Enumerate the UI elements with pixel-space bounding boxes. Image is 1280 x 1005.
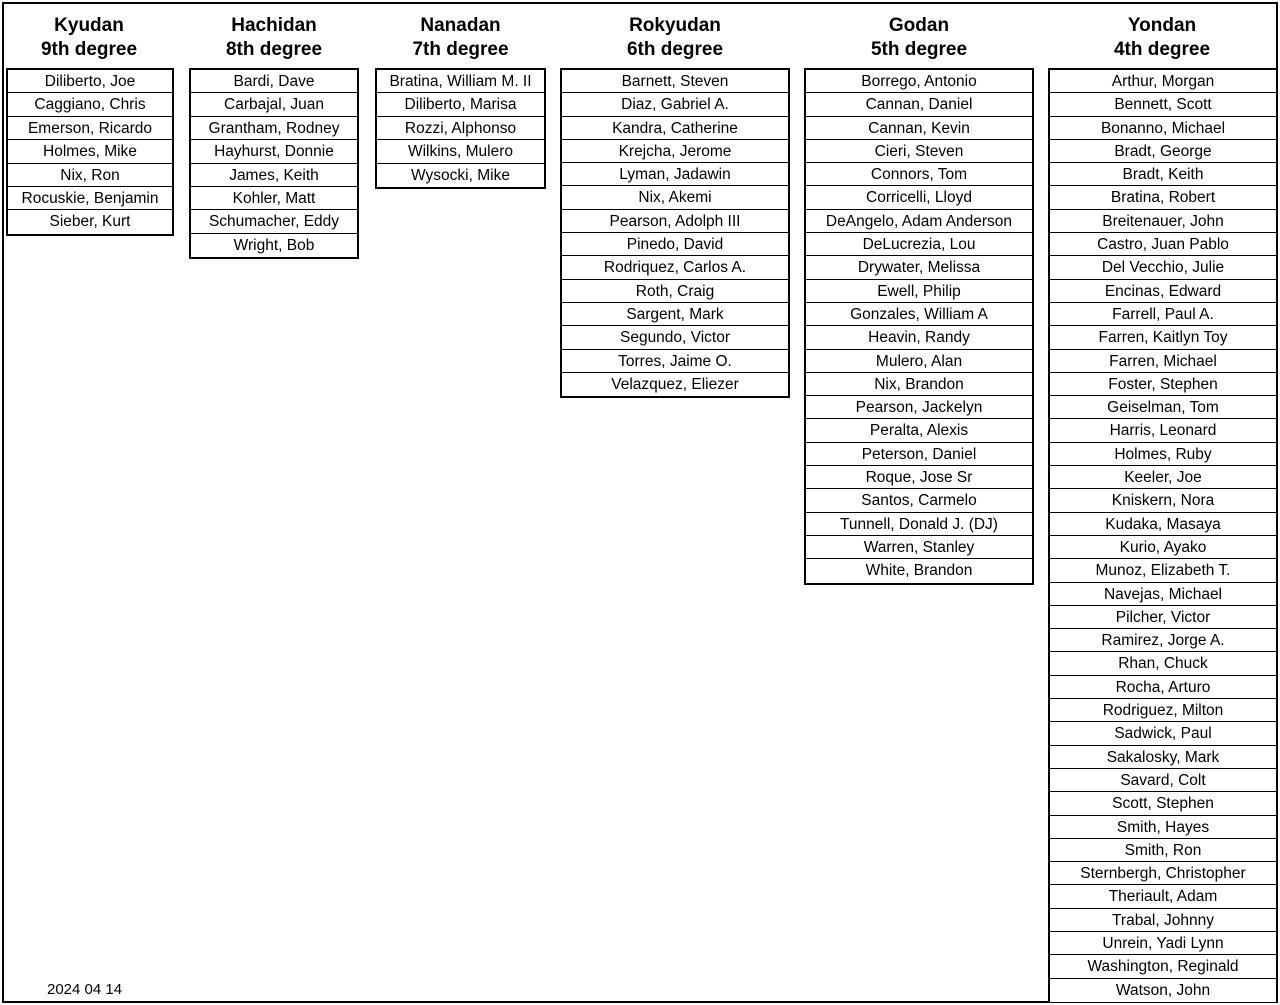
name-row: Wright, Bob bbox=[233, 236, 315, 254]
name-table bbox=[6, 68, 174, 236]
name-row: Heavin, Randy bbox=[806, 326, 1032, 349]
name-row: Cannan, Daniel bbox=[806, 93, 1032, 116]
column-header bbox=[560, 14, 790, 62]
rank-degree: 6th degree bbox=[626, 39, 724, 60]
name-row: Gonzales, William A bbox=[806, 303, 1032, 326]
name-row: Caggiano, Chris bbox=[8, 93, 172, 116]
name-row: Diliberto, Marisa bbox=[377, 93, 544, 116]
name-row: Wysocki, Mike bbox=[411, 166, 510, 184]
name-row: Tunnell, Donald J. (DJ) bbox=[806, 513, 1032, 536]
name-row: Borrego, Antonio bbox=[806, 70, 1032, 93]
column-header bbox=[6, 14, 172, 62]
name-row: Encinas, Edward bbox=[1050, 280, 1276, 303]
name-row: Connors, Tom bbox=[806, 163, 1032, 186]
name-row: Trabal, Johnny bbox=[1050, 909, 1276, 932]
name-row: Kandra, Catherine bbox=[562, 117, 788, 140]
name-row: Kohler, Matt bbox=[191, 187, 357, 210]
name-row: Holmes, Ruby bbox=[1050, 443, 1276, 466]
column-header bbox=[1048, 14, 1276, 62]
name-row: DeLucrezia, Lou bbox=[806, 233, 1032, 256]
name-row: Pearson, Jackelyn bbox=[806, 396, 1032, 419]
date-stamp: 2024 04 14 bbox=[47, 981, 123, 998]
name-row: Wilkins, Mulero bbox=[377, 140, 544, 163]
name-row: Carbajal, Juan bbox=[191, 93, 357, 116]
name-row: Unrein, Yadi Lynn bbox=[1050, 932, 1276, 955]
name-row: Watson, John bbox=[1115, 981, 1211, 999]
name-row: Roque, Jose Sr bbox=[806, 466, 1032, 489]
name-row: Navejas, Michael bbox=[1050, 583, 1276, 606]
name-row: Farrell, Paul A. bbox=[1050, 303, 1276, 326]
name-row: Ramirez, Jorge A. bbox=[1050, 629, 1276, 652]
name-row: DeAngelo, Adam Anderson bbox=[806, 210, 1032, 233]
name-row: Drywater, Melissa bbox=[806, 256, 1032, 279]
name-row: Sieber, Kurt bbox=[49, 213, 131, 231]
rank-degree: 8th degree bbox=[225, 39, 323, 60]
rank-degree: 9th degree bbox=[40, 39, 138, 60]
name-row: Rhan, Chuck bbox=[1050, 652, 1276, 675]
name-row: Cannan, Kevin bbox=[806, 117, 1032, 140]
name-row: Grantham, Rodney bbox=[191, 117, 357, 140]
column-header bbox=[804, 14, 1034, 62]
name-row: Rocha, Arturo bbox=[1050, 676, 1276, 699]
name-row: Bennett, Scott bbox=[1050, 93, 1276, 116]
name-row: Harris, Leonard bbox=[1050, 419, 1276, 442]
name-row: Pilcher, Victor bbox=[1050, 606, 1276, 629]
name-table bbox=[804, 68, 1034, 585]
name-row: Washington, Reginald bbox=[1050, 955, 1276, 978]
name-row: Emerson, Ricardo bbox=[8, 117, 172, 140]
name-row: Smith, Ron bbox=[1050, 839, 1276, 862]
rank-title: Rokyudan bbox=[629, 15, 721, 36]
name-row: Sadwick, Paul bbox=[1050, 722, 1276, 745]
name-table bbox=[375, 68, 546, 189]
name-row: Diaz, Gabriel A. bbox=[562, 93, 788, 116]
name-row: Hayhurst, Donnie bbox=[191, 140, 357, 163]
name-row: Castro, Juan Pablo bbox=[1050, 233, 1276, 256]
name-row: Scott, Stephen bbox=[1050, 792, 1276, 815]
name-table bbox=[560, 68, 790, 398]
name-row: Theriault, Adam bbox=[1050, 885, 1276, 908]
name-row: Torres, Jaime O. bbox=[562, 350, 788, 373]
name-row: Del Vecchio, Julie bbox=[1050, 256, 1276, 279]
name-row: Schumacher, Eddy bbox=[191, 210, 357, 233]
name-row: Sternbergh, Christopher bbox=[1050, 862, 1276, 885]
name-row: Corricelli, Lloyd bbox=[806, 186, 1032, 209]
document-frame bbox=[2, 2, 1278, 1003]
name-row: Bratina, Robert bbox=[1050, 186, 1276, 209]
rank-degree: 7th degree bbox=[412, 39, 509, 60]
name-table bbox=[1048, 68, 1278, 1002]
column-header bbox=[375, 14, 546, 62]
name-row: Pinedo, David bbox=[562, 233, 788, 256]
name-row: Lyman, Jadawin bbox=[562, 163, 788, 186]
name-row: Sakalosky, Mark bbox=[1050, 746, 1276, 769]
name-row: Bradt, George bbox=[1050, 140, 1276, 163]
name-row: James, Keith bbox=[191, 164, 357, 187]
name-row: Kniskern, Nora bbox=[1050, 489, 1276, 512]
rank-title: Yondan bbox=[1127, 15, 1197, 36]
name-row: Mulero, Alan bbox=[806, 350, 1032, 373]
name-row: Ewell, Philip bbox=[806, 280, 1032, 303]
name-row: Bardi, Dave bbox=[191, 70, 357, 93]
rank-title: Godan bbox=[888, 15, 950, 36]
name-row: Smith, Hayes bbox=[1050, 816, 1276, 839]
rank-degree: 5th degree bbox=[870, 39, 968, 60]
name-row: Warren, Stanley bbox=[806, 536, 1032, 559]
name-row: Holmes, Mike bbox=[8, 140, 172, 163]
name-row: Kurio, Ayako bbox=[1050, 536, 1276, 559]
name-row: Geiselman, Tom bbox=[1050, 396, 1276, 419]
rank-title: Hachidan bbox=[231, 15, 317, 36]
name-row: Breitenauer, John bbox=[1050, 210, 1276, 233]
name-row: Cieri, Steven bbox=[806, 140, 1032, 163]
name-row: Barnett, Steven bbox=[562, 70, 788, 93]
name-row: Foster, Stephen bbox=[1050, 373, 1276, 396]
name-row: Farren, Michael bbox=[1050, 350, 1276, 373]
name-row: Savard, Colt bbox=[1050, 769, 1276, 792]
name-row: Kudaka, Masaya bbox=[1050, 513, 1276, 536]
name-row: Rozzi, Alphonso bbox=[377, 117, 544, 140]
name-row: Sargent, Mark bbox=[562, 303, 788, 326]
name-row: Keeler, Joe bbox=[1050, 466, 1276, 489]
name-row: Velazquez, Eliezer bbox=[611, 375, 739, 393]
name-row: Bonanno, Michael bbox=[1050, 117, 1276, 140]
name-row: Rocuskie, Benjamin bbox=[8, 187, 172, 210]
name-row: Peterson, Daniel bbox=[806, 443, 1032, 466]
rank-degree: 4th degree bbox=[1113, 39, 1211, 60]
name-row: Segundo, Victor bbox=[562, 326, 788, 349]
name-row: Bradt, Keith bbox=[1050, 163, 1276, 186]
rank-title: Nanadan bbox=[420, 15, 501, 36]
name-table bbox=[189, 68, 359, 259]
rank-title: Kyudan bbox=[54, 15, 124, 36]
name-row: Bratina, William M. II bbox=[377, 70, 544, 93]
name-row: Roth, Craig bbox=[562, 280, 788, 303]
name-row: Peralta, Alexis bbox=[806, 419, 1032, 442]
name-row: Krejcha, Jerome bbox=[562, 140, 788, 163]
column-header bbox=[189, 14, 359, 62]
name-row: Nix, Ron bbox=[8, 164, 172, 187]
name-row: Santos, Carmelo bbox=[806, 489, 1032, 512]
name-row: Rodriguez, Milton bbox=[1050, 699, 1276, 722]
name-row: Arthur, Morgan bbox=[1050, 70, 1276, 93]
name-row: Munoz, Elizabeth T. bbox=[1050, 559, 1276, 582]
name-row: Farren, Kaitlyn Toy bbox=[1050, 326, 1276, 349]
name-row: Diliberto, Joe bbox=[8, 70, 172, 93]
name-row: Nix, Brandon bbox=[806, 373, 1032, 396]
name-row: Nix, Akemi bbox=[562, 186, 788, 209]
name-row: Pearson, Adolph III bbox=[562, 210, 788, 233]
name-row: White, Brandon bbox=[865, 562, 973, 580]
name-row: Rodriquez, Carlos A. bbox=[562, 256, 788, 279]
